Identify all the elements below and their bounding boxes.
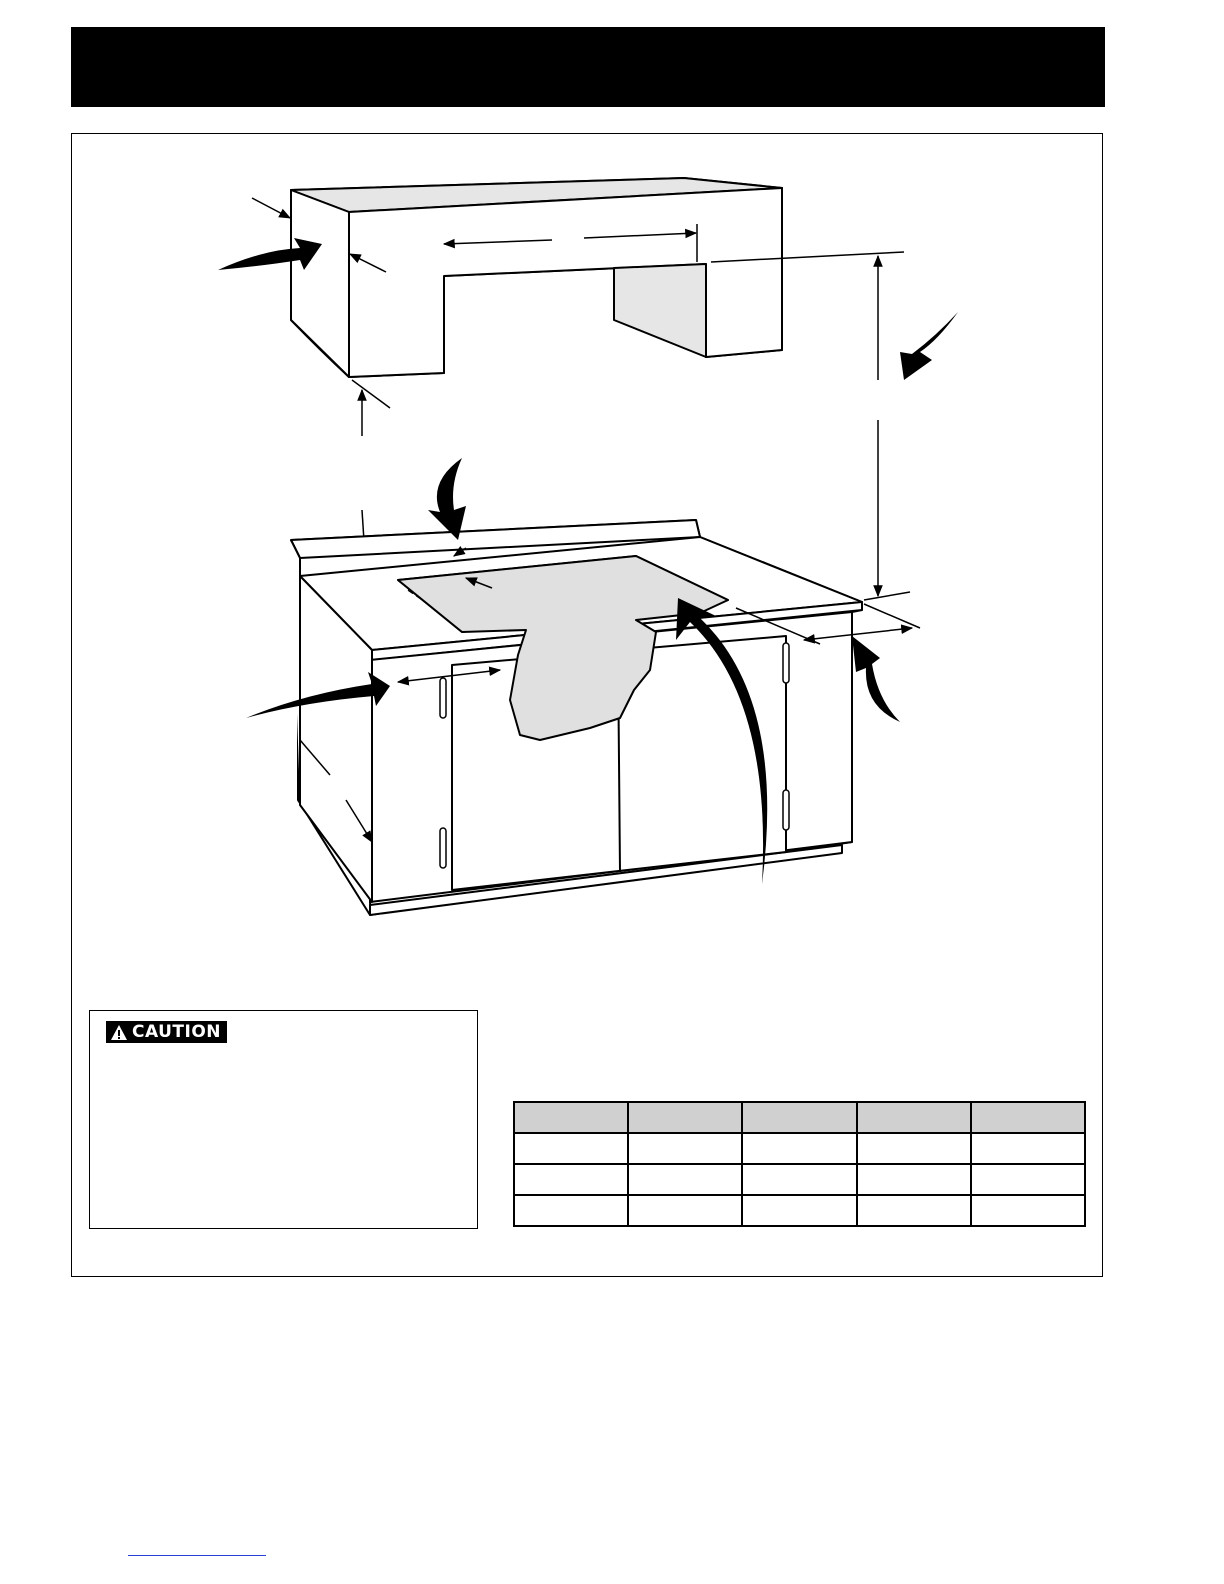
table-row	[514, 1133, 1085, 1164]
table-cell	[628, 1164, 742, 1195]
table-cell	[742, 1133, 856, 1164]
table-cell	[971, 1164, 1085, 1195]
overhead-cabinet	[291, 178, 782, 377]
table-cell	[971, 1133, 1085, 1164]
caution-label: CAUTION	[132, 1022, 222, 1042]
countertop-base-cabinet	[291, 520, 862, 915]
table-header-cell	[857, 1102, 971, 1133]
table-cell	[742, 1164, 856, 1195]
table-cell	[857, 1133, 971, 1164]
table-cell	[971, 1195, 1085, 1226]
table-header-cell	[742, 1102, 856, 1133]
dimension-table	[513, 1101, 1086, 1227]
table-cell	[514, 1164, 628, 1195]
caution-box	[89, 1010, 478, 1229]
table-cell	[628, 1195, 742, 1226]
table-cell	[857, 1164, 971, 1195]
table-row	[514, 1164, 1085, 1195]
table-cell	[857, 1195, 971, 1226]
table-cell	[628, 1133, 742, 1164]
table-row	[514, 1195, 1085, 1226]
table-header-cell	[514, 1102, 628, 1133]
table-cell	[514, 1133, 628, 1164]
footer-link[interactable]	[128, 1555, 266, 1556]
warning-triangle-icon	[110, 1024, 128, 1041]
table-header-cell	[971, 1102, 1085, 1133]
table-header-cell	[628, 1102, 742, 1133]
caution-badge	[106, 1021, 227, 1043]
table-cell	[742, 1195, 856, 1226]
table-cell	[514, 1195, 628, 1226]
table-header-row	[514, 1102, 1085, 1133]
